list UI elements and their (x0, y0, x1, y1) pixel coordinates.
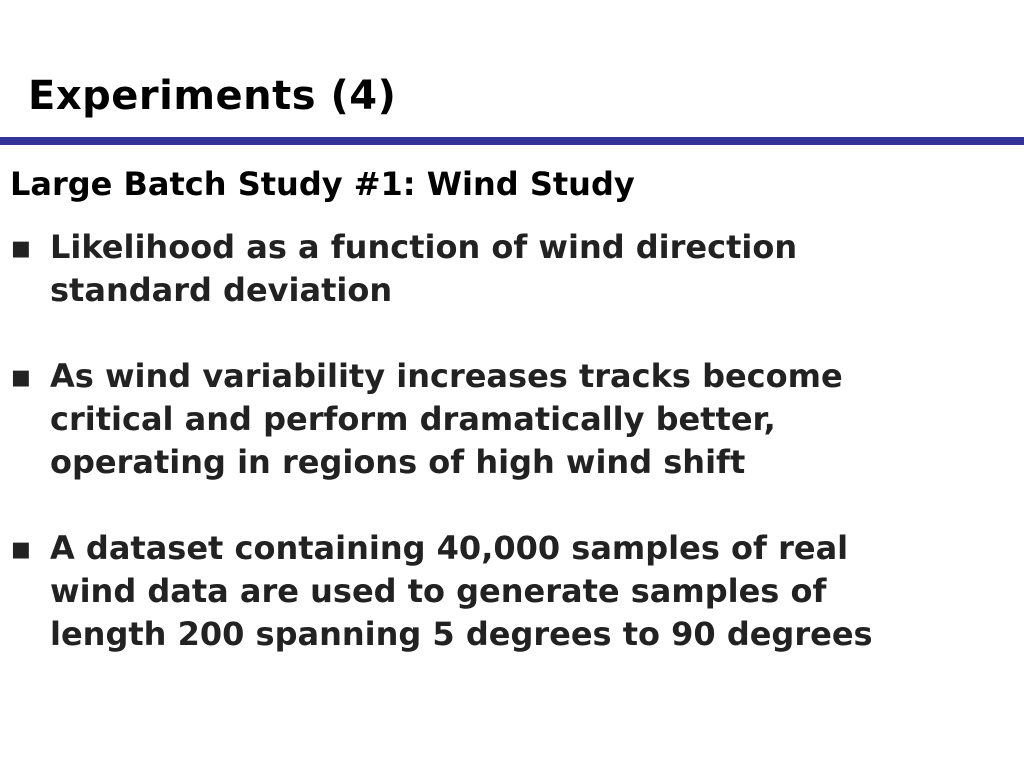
bullet-line: length 200 spanning 5 degrees to 90 degrees (50, 615, 873, 653)
bullet-item (10, 527, 1010, 656)
bullet-line: wind data are used to generate samples of (50, 572, 827, 610)
bullet-marker-icon: ▪ (10, 357, 32, 395)
bullet-line: standard deviation (50, 271, 393, 309)
bullet-line: As wind variability increases tracks become (50, 357, 843, 395)
bullet-marker-icon: ▪ (10, 529, 32, 567)
title-divider (0, 137, 1024, 145)
slide-subtitle: Large Batch Study #1: Wind Study (10, 165, 635, 203)
bullet-line: critical and perform dramatically better, (50, 400, 776, 438)
bullet-line: operating in regions of high wind shift (50, 443, 746, 481)
bullet-item (10, 226, 1010, 312)
bullet-line: Likelihood as a function of wind direction (50, 228, 798, 266)
bullet-marker-icon: ▪ (10, 228, 32, 266)
bullet-item (10, 355, 1010, 484)
bullet-list (10, 226, 1010, 699)
bullet-line: A dataset containing 40,000 samples of real (50, 529, 849, 567)
slide-title: Experiments (4) (28, 73, 397, 119)
